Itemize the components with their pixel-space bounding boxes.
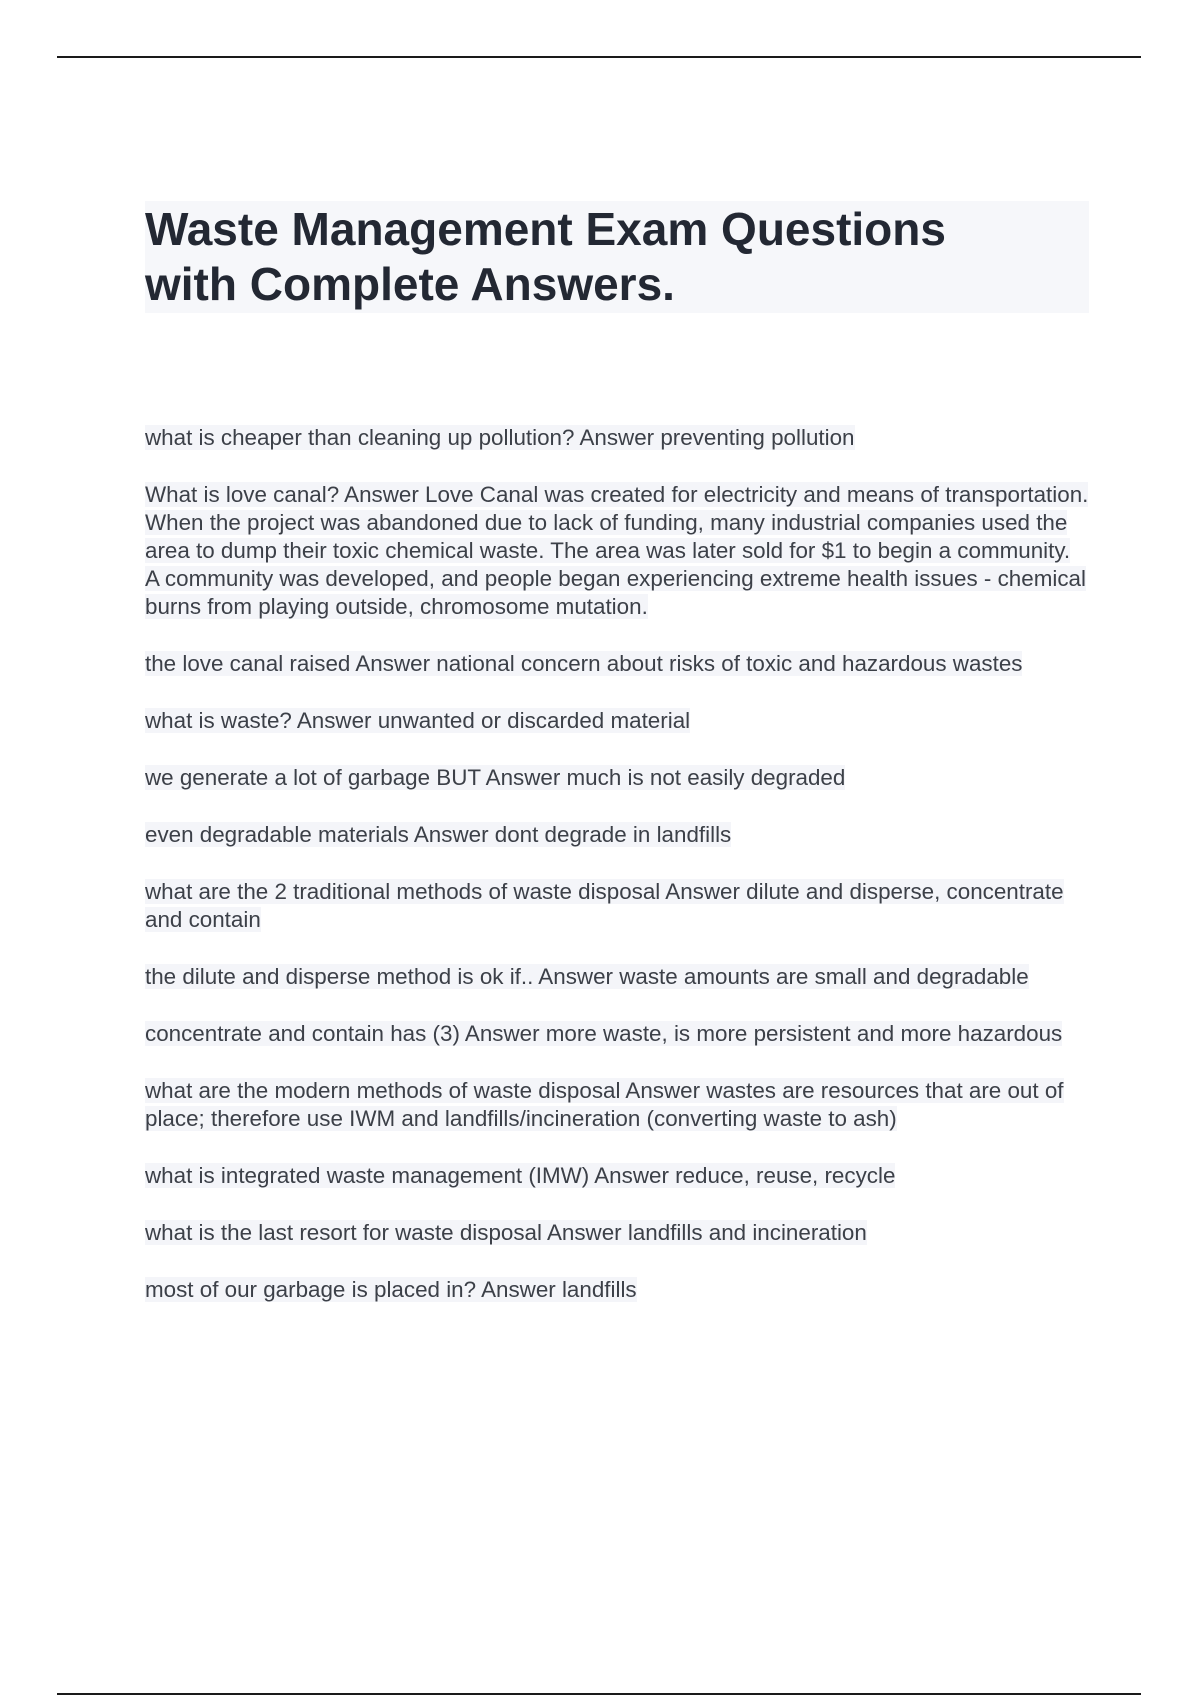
qa-item (145, 1276, 1089, 1304)
qa-item (145, 424, 1089, 452)
qa-text: what are the 2 traditional methods of waste disposal Answer dilute and disperse, concentrate and contain (145, 879, 1064, 932)
qa-item (145, 1219, 1089, 1247)
qa-item (145, 1020, 1089, 1048)
qa-text: most of our garbage is placed in? Answer landfills (145, 1277, 637, 1302)
qa-text: the dilute and disperse method is ok if.. Answer waste amounts are small and degradable (145, 964, 1029, 989)
qa-text: What is love canal? Answer Love Canal was created for electricity and means of transportation. When the project was abandoned due to lack of funding, many industrial companies used the area to dump their toxic chemical waste. The area was later sold for $1 to begin a community. A community was developed, and people began experiencing extreme health issues - chemical burns from playing outside, chromosome mutation. (145, 482, 1089, 619)
title-line-2: with Complete Answers. (145, 258, 675, 310)
qa-item (145, 707, 1089, 735)
title-block (145, 201, 1089, 313)
qa-item (145, 1162, 1089, 1190)
qa-item (145, 650, 1089, 678)
qa-item (145, 878, 1089, 934)
qa-item (145, 764, 1089, 792)
footer-rule (57, 1693, 1141, 1695)
header-rule (57, 56, 1141, 58)
qa-text: even degradable materials Answer dont degrade in landfills (145, 822, 732, 847)
qa-text: we generate a lot of garbage BUT Answer much is not easily degraded (145, 765, 846, 790)
qa-list (145, 424, 1089, 1333)
qa-text: the love canal raised Answer national concern about risks of toxic and hazardous wastes (145, 651, 1023, 676)
qa-item (145, 481, 1089, 621)
title-line-1: Waste Management Exam Questions (145, 203, 946, 255)
qa-item (145, 963, 1089, 991)
page-title (145, 201, 1089, 312)
qa-item (145, 1077, 1089, 1133)
qa-text: what is the last resort for waste disposal Answer landfills and incineration (145, 1220, 867, 1245)
qa-item (145, 821, 1089, 849)
qa-text: what is cheaper than cleaning up pollution? Answer preventing pollution (145, 425, 855, 450)
qa-text: what are the modern methods of waste disposal Answer wastes are resources that are out of place; therefore use IWM and landfills/incineration (converting waste to ash) (145, 1078, 1064, 1131)
qa-text: concentrate and contain has (3) Answer more waste, is more persistent and more hazardous (145, 1021, 1063, 1046)
qa-text: what is waste? Answer unwanted or discarded material (145, 708, 691, 733)
qa-text: what is integrated waste management (IMW) Answer reduce, reuse, recycle (145, 1163, 896, 1188)
